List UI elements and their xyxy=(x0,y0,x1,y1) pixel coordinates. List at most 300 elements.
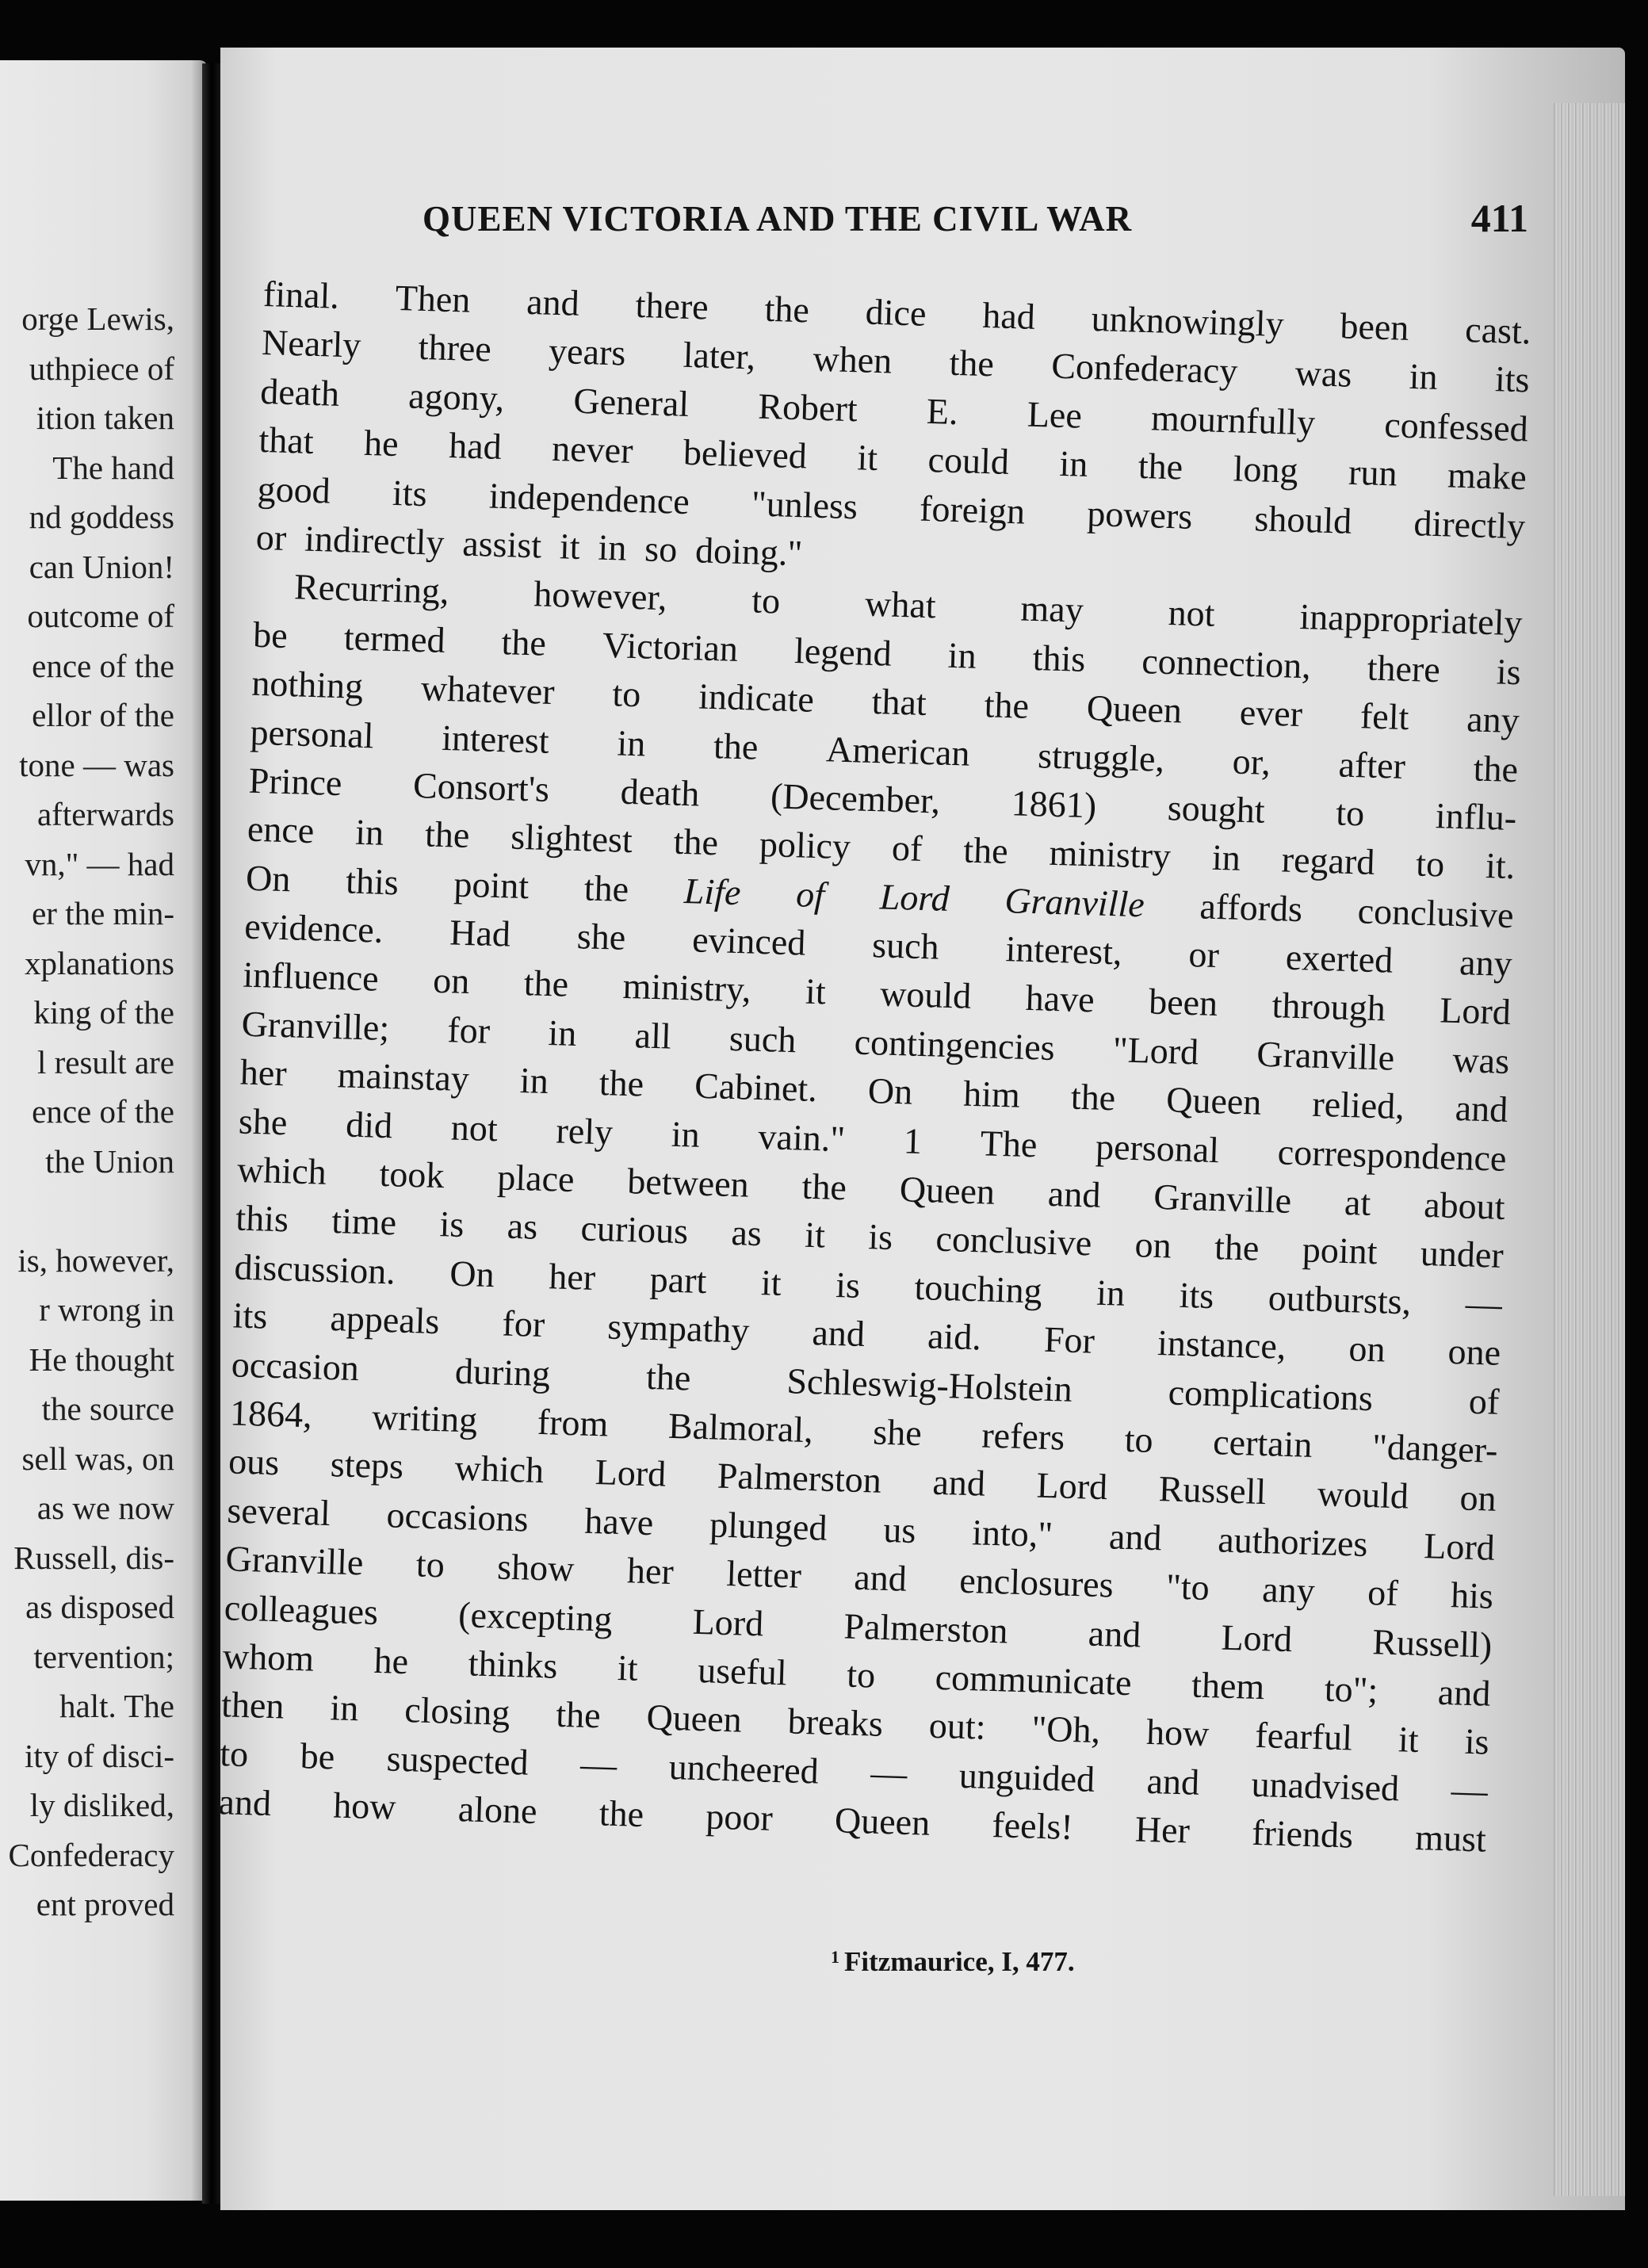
word: felt xyxy=(1359,695,1410,738)
left-page-line xyxy=(9,1186,174,1236)
line-text: or indirectly assist it in so doing." xyxy=(255,516,804,574)
word: Cabinet. xyxy=(694,1065,818,1110)
word: what xyxy=(864,583,937,626)
word: thinks xyxy=(468,1643,559,1686)
word: — xyxy=(579,1743,618,1785)
word: when xyxy=(812,338,893,381)
word: during xyxy=(454,1350,551,1394)
word: place xyxy=(496,1157,575,1200)
left-page-line: vn," — had xyxy=(25,845,174,882)
word: Queen xyxy=(834,1799,931,1843)
word: to xyxy=(846,1654,876,1696)
word: as xyxy=(507,1206,538,1248)
word: nothing xyxy=(250,662,364,707)
word: was xyxy=(1294,353,1353,396)
word: for xyxy=(446,1009,491,1051)
word: ministry xyxy=(1048,832,1172,877)
left-page-line: l result are xyxy=(36,1043,174,1080)
word: it xyxy=(760,1261,782,1303)
left-page-line: nd goddess xyxy=(29,499,174,535)
word: evinced xyxy=(691,919,807,963)
word: Had xyxy=(449,912,511,954)
word: under xyxy=(1420,1233,1505,1276)
word: Balmoral, xyxy=(667,1405,814,1451)
word: on xyxy=(432,960,471,1002)
word: and xyxy=(931,1462,986,1505)
word: certain xyxy=(1212,1421,1313,1465)
word: Granville; xyxy=(241,1003,390,1048)
word: Confederacy xyxy=(1050,345,1239,392)
word: feels! xyxy=(991,1804,1074,1848)
word: to xyxy=(751,579,781,622)
word: may xyxy=(1019,587,1084,631)
word: been xyxy=(1148,981,1218,1024)
word: On xyxy=(449,1253,495,1295)
word: must xyxy=(1414,1817,1487,1860)
word: 1864, xyxy=(229,1392,313,1436)
word: and xyxy=(853,1556,908,1599)
word: in xyxy=(1211,837,1241,879)
word: this xyxy=(345,860,400,903)
left-page-line: uthpiece of xyxy=(29,350,174,387)
word: good xyxy=(257,468,331,511)
word: is xyxy=(438,1203,465,1245)
word: in xyxy=(547,1012,578,1054)
word: ever xyxy=(1239,691,1303,735)
word: is xyxy=(1464,1721,1490,1762)
word: "to xyxy=(1165,1566,1210,1608)
left-page-line: the source xyxy=(41,1390,174,1427)
word: and xyxy=(811,1312,866,1355)
word: writing xyxy=(371,1396,478,1440)
word: he xyxy=(363,423,400,465)
word: the xyxy=(1138,446,1183,488)
word: ministry, xyxy=(621,966,752,1011)
word: in xyxy=(1095,1272,1126,1314)
word: in xyxy=(1058,443,1089,485)
word: slightest xyxy=(510,816,633,861)
word: he xyxy=(373,1639,409,1682)
word: Lord xyxy=(1035,1464,1108,1508)
word: how xyxy=(1145,1712,1210,1754)
word: her xyxy=(239,1051,288,1094)
word: uncheered xyxy=(668,1746,820,1792)
word: such xyxy=(728,1017,797,1061)
word: the xyxy=(984,684,1030,726)
word: then xyxy=(220,1684,285,1727)
word: affords xyxy=(1199,885,1303,929)
word: Lee xyxy=(1027,393,1083,436)
word: Russell xyxy=(1158,1468,1267,1513)
word: plunged xyxy=(709,1504,828,1548)
left-page-line: orge Lewis, xyxy=(21,300,174,337)
word: to"; xyxy=(1324,1668,1378,1711)
word: it xyxy=(1398,1719,1420,1761)
word: any xyxy=(1459,942,1513,985)
word: her xyxy=(548,1256,596,1298)
word: ence xyxy=(247,808,315,851)
word: there xyxy=(1367,647,1441,690)
word: how xyxy=(332,1784,397,1827)
right-page xyxy=(217,48,1625,2210)
word: have xyxy=(1025,977,1095,1020)
word: poor xyxy=(705,1796,774,1838)
word: Palmerston xyxy=(843,1605,1009,1651)
word: Her xyxy=(1134,1808,1191,1851)
word: Granville xyxy=(1256,1033,1395,1078)
word: powers xyxy=(1086,492,1193,537)
word: it xyxy=(617,1646,639,1689)
word: whatever xyxy=(420,667,556,713)
word: termed xyxy=(343,616,446,660)
word: Queen xyxy=(899,1168,996,1212)
word: Then xyxy=(395,277,472,320)
footnote-text: Fitzmaurice, I, 477. xyxy=(844,1946,1075,1977)
word: in xyxy=(671,1113,701,1155)
word: "Lord xyxy=(1112,1029,1199,1073)
left-page-line: ent proved xyxy=(36,1886,174,1922)
word: his xyxy=(1450,1574,1494,1616)
word: instance, xyxy=(1157,1322,1287,1367)
word: regard xyxy=(1281,839,1376,883)
word: — xyxy=(1465,1283,1503,1325)
word: indicate xyxy=(698,675,815,720)
word: Consort's xyxy=(412,764,550,809)
word: death xyxy=(620,771,701,814)
left-page-line: er the min- xyxy=(32,895,174,931)
word: three xyxy=(418,327,492,369)
running-title: QUEEN VICTORIA AND THE CIVIL WAR xyxy=(423,199,1133,239)
left-page-line: ellor of the xyxy=(32,697,174,733)
word: "Oh, xyxy=(1030,1708,1101,1751)
word: is xyxy=(867,1216,893,1258)
word: been xyxy=(1339,305,1410,348)
word: is xyxy=(1496,651,1522,692)
word: be xyxy=(252,614,289,656)
word: for xyxy=(501,1302,546,1345)
word: and xyxy=(1455,1088,1508,1130)
word: later, xyxy=(683,335,756,377)
word: make xyxy=(1447,454,1528,498)
word: Lord xyxy=(1220,1616,1293,1659)
word: touching xyxy=(913,1266,1043,1311)
word: point xyxy=(1302,1229,1378,1272)
word: or xyxy=(1187,934,1220,976)
word: sympathy xyxy=(606,1306,751,1351)
word: Granville xyxy=(1153,1176,1292,1221)
word: the xyxy=(583,867,629,909)
footnote-marker: 1 xyxy=(831,1947,839,1967)
word: Lord xyxy=(879,876,950,919)
word: conclusive xyxy=(935,1218,1092,1264)
left-page-line: ence of the xyxy=(32,1093,174,1130)
word: influence xyxy=(242,954,380,1000)
word: confessed xyxy=(1383,403,1529,449)
word: have xyxy=(583,1500,655,1543)
left-page-line: halt. The xyxy=(59,1688,174,1724)
word: — xyxy=(870,1752,908,1794)
word: of xyxy=(795,873,825,916)
word: she xyxy=(872,1411,923,1454)
word: influ- xyxy=(1435,795,1517,839)
left-page-line: r wrong in xyxy=(39,1291,174,1328)
word: would xyxy=(1317,1473,1409,1516)
word: any xyxy=(1466,698,1520,741)
word: on xyxy=(1348,1328,1386,1370)
word: the xyxy=(1473,748,1519,790)
word: outbursts, xyxy=(1268,1276,1412,1322)
left-page-line: as we now xyxy=(36,1490,174,1526)
word: she xyxy=(238,1100,289,1142)
word: would xyxy=(879,973,972,1017)
word: long xyxy=(1233,448,1299,491)
word: did xyxy=(345,1103,393,1145)
word: it. xyxy=(1485,845,1516,887)
word: communicate xyxy=(935,1656,1133,1704)
word: point xyxy=(453,863,530,906)
word: at xyxy=(1344,1181,1372,1223)
left-page-line: outcome of xyxy=(27,598,174,634)
word: Queen xyxy=(645,1696,743,1741)
word: be xyxy=(300,1734,335,1777)
word: Queen xyxy=(1086,687,1183,731)
word: the xyxy=(962,829,1009,872)
word: alone xyxy=(457,1788,538,1832)
page-edges xyxy=(1554,103,1625,2196)
word: and xyxy=(1047,1172,1102,1215)
word: was xyxy=(1451,1038,1510,1081)
left-page-line: as disposed xyxy=(25,1589,174,1625)
word: in xyxy=(329,1687,360,1729)
word: this xyxy=(1032,637,1087,679)
word: as xyxy=(730,1212,763,1254)
word: 1 xyxy=(903,1120,923,1161)
word: in xyxy=(519,1060,549,1102)
word: the xyxy=(948,342,995,384)
word: or, xyxy=(1232,740,1271,782)
word: curious xyxy=(579,1207,689,1252)
left-page-line: ence of the xyxy=(32,647,174,684)
word: unguided xyxy=(958,1754,1095,1799)
word: useful xyxy=(697,1649,788,1693)
word: steps xyxy=(330,1444,404,1487)
word: (excepting xyxy=(457,1593,614,1639)
word: Lord xyxy=(595,1451,667,1495)
word: after xyxy=(1337,744,1406,786)
word: her xyxy=(626,1550,675,1593)
word: and xyxy=(1088,1612,1142,1655)
word: relied, xyxy=(1311,1083,1405,1127)
word: General xyxy=(572,380,690,424)
word: appeals xyxy=(329,1298,441,1342)
word: whom xyxy=(222,1635,315,1679)
page-number: 411 xyxy=(1470,196,1528,240)
word: the xyxy=(645,1356,692,1398)
word: inappropriately xyxy=(1298,596,1524,644)
word: directly xyxy=(1413,502,1526,546)
word: closing xyxy=(403,1689,511,1734)
word: the xyxy=(1214,1226,1260,1269)
word: dice xyxy=(865,291,927,334)
word: to xyxy=(415,1543,445,1585)
word: about xyxy=(1423,1184,1506,1227)
word: which xyxy=(453,1448,545,1491)
left-page-line: ity of disci- xyxy=(24,1737,174,1774)
word: The xyxy=(980,1122,1038,1165)
footnote xyxy=(831,1946,1075,1978)
word: policy xyxy=(759,824,851,867)
word: personal xyxy=(1095,1126,1220,1170)
word: in xyxy=(616,722,647,764)
left-page-line: ly disliked, xyxy=(29,1787,174,1823)
word: interest xyxy=(441,717,550,761)
word: of xyxy=(1468,1380,1501,1422)
word: unknowingly xyxy=(1091,298,1285,345)
word: them xyxy=(1191,1664,1265,1708)
word: and xyxy=(1145,1760,1200,1803)
left-page-line: The hand xyxy=(52,449,174,486)
word: she xyxy=(576,916,627,958)
word: contingencies xyxy=(854,1021,1056,1068)
word: to xyxy=(1335,792,1365,834)
running-head xyxy=(423,198,1528,262)
word: struggle, xyxy=(1037,734,1165,779)
word: Granville xyxy=(1004,879,1145,924)
word: conclusive xyxy=(1357,889,1515,935)
word: legend xyxy=(793,629,893,674)
word: fearful xyxy=(1254,1715,1353,1758)
word: is xyxy=(835,1264,861,1306)
word: between xyxy=(626,1161,750,1205)
word: to xyxy=(611,673,642,715)
word: American xyxy=(825,728,971,774)
word: Schleswig-Holstein xyxy=(786,1360,1073,1409)
word: Queen xyxy=(1165,1079,1263,1123)
word: on xyxy=(1459,1477,1497,1520)
word: on xyxy=(1134,1224,1172,1266)
left-page-line: afterwards xyxy=(36,796,174,832)
left-page-line: Russell, dis- xyxy=(13,1539,174,1576)
word: personal xyxy=(249,711,375,755)
word: Palmerston xyxy=(717,1455,882,1501)
word: correspondence xyxy=(1277,1131,1508,1179)
word: into," xyxy=(971,1511,1053,1555)
word: breaks xyxy=(787,1700,884,1745)
word: discussion. xyxy=(233,1246,396,1292)
body-text xyxy=(218,270,1532,1864)
left-page-text xyxy=(9,294,174,1930)
word: its xyxy=(1179,1274,1215,1316)
word: (December, xyxy=(770,775,941,821)
word: interest, xyxy=(1004,928,1123,973)
word: complications xyxy=(1168,1371,1374,1418)
word: there xyxy=(635,284,709,327)
left-facing-page xyxy=(0,60,208,2201)
word: death xyxy=(259,370,340,414)
word: him xyxy=(962,1073,1021,1115)
word: — xyxy=(1450,1769,1489,1811)
word: had xyxy=(448,425,503,468)
word: through xyxy=(1271,985,1386,1029)
word: us xyxy=(882,1509,917,1551)
word: sought xyxy=(1167,787,1266,831)
word: its xyxy=(392,472,428,514)
word: it xyxy=(856,437,878,479)
word: "unless xyxy=(751,482,858,526)
word: Lord xyxy=(692,1601,764,1643)
word: ous xyxy=(228,1440,281,1483)
word: of xyxy=(1367,1572,1399,1614)
word: to xyxy=(219,1732,249,1774)
word: to xyxy=(1124,1418,1154,1460)
word: the xyxy=(801,1165,847,1208)
word: rely xyxy=(555,1110,614,1153)
word: For xyxy=(1043,1319,1095,1361)
word: such xyxy=(871,924,940,967)
word: enclosures xyxy=(958,1559,1115,1605)
word: that xyxy=(258,419,315,462)
word: the xyxy=(1070,1076,1116,1119)
left-page-line: Confederacy xyxy=(8,1836,174,1873)
word: in xyxy=(1409,356,1439,398)
word: E. xyxy=(926,390,959,432)
word: final. xyxy=(262,273,340,316)
word: years xyxy=(548,331,627,373)
word: mainstay xyxy=(337,1054,470,1100)
word: any xyxy=(1261,1569,1316,1612)
left-page-line: xplanations xyxy=(24,944,174,981)
word: vain." xyxy=(757,1115,846,1159)
word: time xyxy=(331,1200,397,1243)
word: and xyxy=(217,1781,272,1824)
word: occasions xyxy=(386,1494,530,1539)
word: cast. xyxy=(1464,309,1532,352)
word: it xyxy=(805,971,827,1012)
word: and xyxy=(1437,1671,1492,1714)
word: independence xyxy=(488,475,690,522)
word: the xyxy=(598,1062,644,1104)
word: connection, xyxy=(1141,640,1312,687)
word: took xyxy=(378,1153,445,1196)
word: it xyxy=(804,1214,826,1256)
word: which xyxy=(236,1149,327,1192)
word: in xyxy=(947,634,977,676)
word: of xyxy=(891,828,923,870)
word: Lord xyxy=(1423,1524,1496,1568)
word: suspected xyxy=(386,1738,530,1783)
left-page-line: He thought xyxy=(29,1341,174,1378)
word: its xyxy=(232,1295,269,1337)
word: On xyxy=(245,857,292,900)
word: the xyxy=(763,288,810,331)
word: occasion xyxy=(231,1343,360,1388)
word: 1861) xyxy=(1011,782,1097,826)
word: Nearly xyxy=(261,322,362,366)
word: had xyxy=(981,294,1036,337)
word: all xyxy=(633,1015,672,1057)
word: part xyxy=(649,1258,708,1301)
word: foreign xyxy=(919,488,1026,532)
word: the xyxy=(523,962,569,1005)
word: to xyxy=(1415,843,1445,885)
word: out: xyxy=(928,1705,987,1748)
word: should xyxy=(1253,497,1353,541)
word: the xyxy=(424,813,471,856)
word: Lord xyxy=(1439,989,1512,1033)
word: several xyxy=(226,1490,331,1533)
left-page-line: can Union! xyxy=(29,548,174,585)
word: its xyxy=(1494,358,1531,400)
